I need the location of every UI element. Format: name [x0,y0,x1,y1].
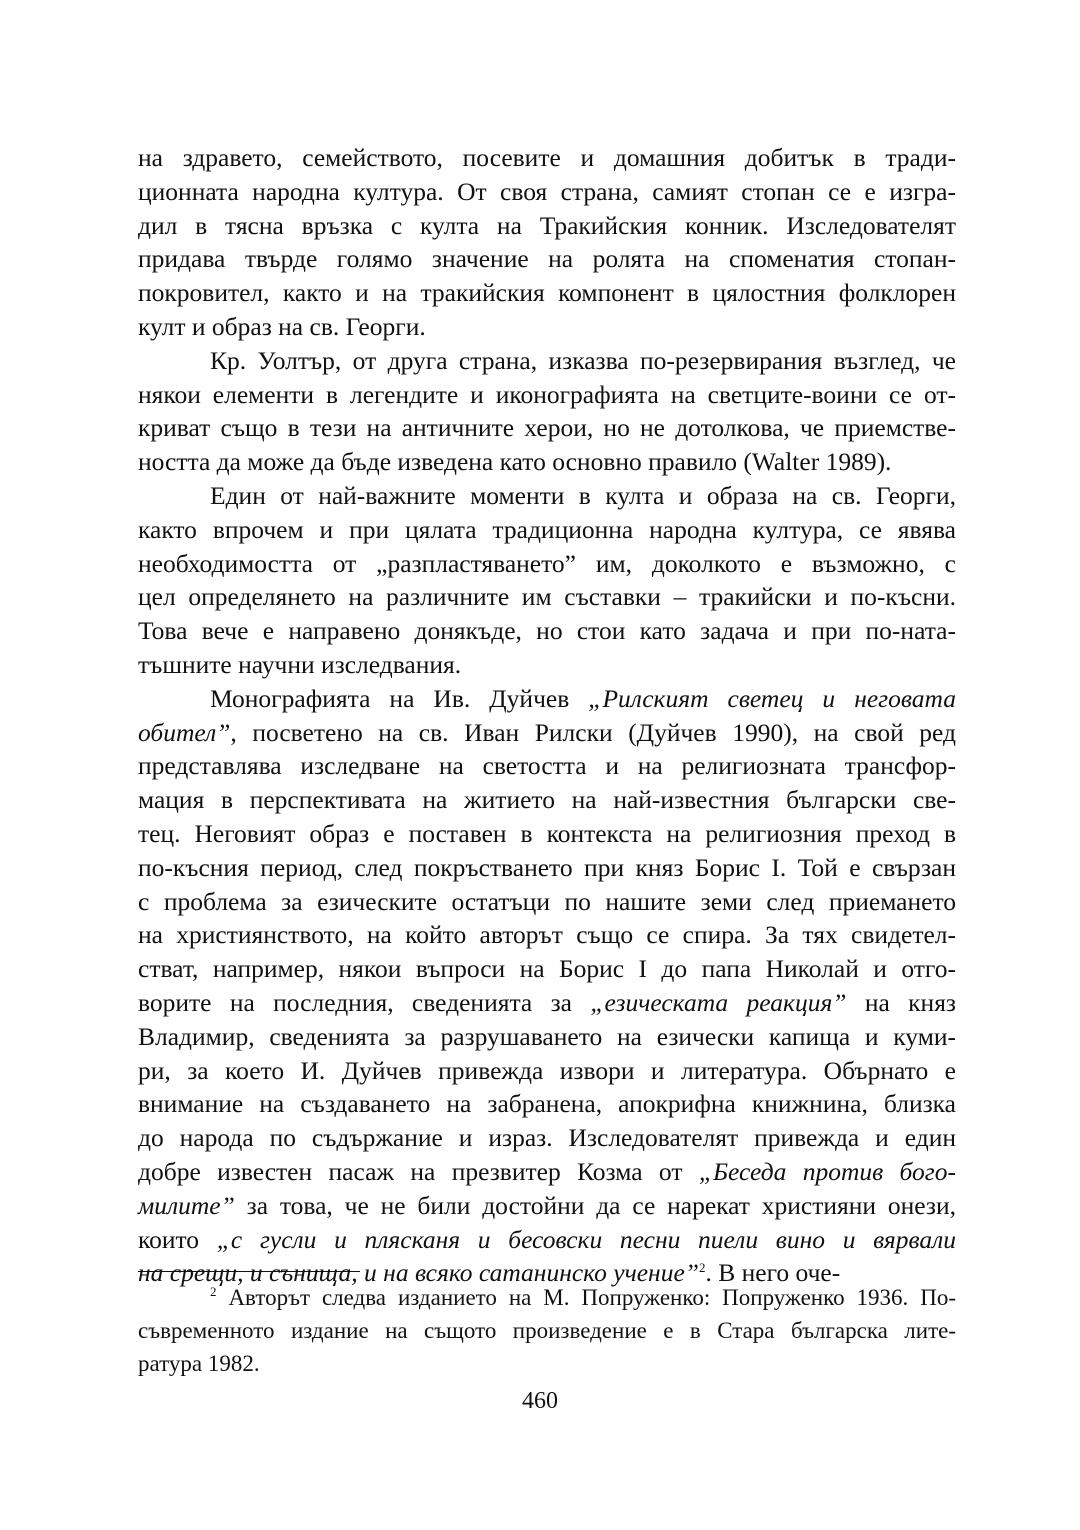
text-line [138,851,956,885]
text-segment: ността да може да бъде изведена като основно правило (Walter 1989). [138,447,892,477]
text-line [138,378,956,412]
italic-text: „езическата реакция” [590,987,847,1017]
text-segment: цел определянето на различните им съставки – тракийски и по-късни. [138,582,956,612]
paragraph [138,682,956,1290]
text-segment: по-късния период, след покръстването при княз Борис I. Той е свързан [138,852,956,882]
text-line [138,580,956,614]
text-line [138,648,956,682]
text-line [138,276,956,310]
text-segment: Това вече е направено донякъде, но стои като задача и при по-ната- [138,616,956,646]
text-line [138,783,956,817]
paragraph [138,344,956,479]
text-line [138,209,956,243]
text-line [138,547,956,581]
text-line [138,749,956,783]
italic-text: обител” [138,717,231,747]
text-segment: ри, за което И. Дуйчев привежда извори и литература. Обърнато е [138,1055,956,1085]
text-segment: Един от най-важните моменти в култа и образа на св. Георги, [210,480,956,510]
text-segment: мация в перспективата на житието на най-известния български све- [138,785,956,815]
text-segment: необходимостта от „разпластяването” им, доколкото е възможно, с [138,548,956,578]
text-segment: които [138,1224,217,1254]
footnote-line [138,1347,956,1380]
text-line [138,411,956,445]
text-line [138,1087,956,1121]
text-segment: Монографията на Ив. Дуйчев [210,683,589,713]
italic-text: на срещи, и сънища, и на всяко сатанинско учение” [138,1258,699,1288]
text-segment: дил в тясна връзка с култа на Тракийския конник. Изследователят [138,210,956,240]
footnote [138,1281,956,1380]
text-segment: тец. Неговият образ е поставен в контекста на религиозния преход в [138,818,956,848]
text-segment: внимание на създаването на забранена, апокрифна книжнина, близка [138,1089,956,1119]
page-number: 460 [522,1388,558,1414]
text-line [138,1054,956,1088]
italic-text: „с гусли и плясканя и бесовски песни пиели вино и вярвали [216,1224,956,1254]
text-line [138,1189,956,1223]
text-line [138,344,956,378]
footnote-text: съвременното издание на същото произведение е в Стара българска лите- [138,1318,956,1343]
footnote-text: ратура 1982. [138,1351,260,1376]
text-line [138,175,956,209]
text-segment: . В него оче- [705,1258,841,1288]
text-segment: добре известен пасаж на презвитер Козма от [138,1156,699,1186]
text-line [138,682,956,716]
text-line [138,986,956,1020]
text-segment: култ и образ на св. Георги. [138,311,426,341]
text-line [138,310,956,344]
text-line [138,918,956,952]
text-segment: придава твърде голямо значение на ролята на споменатия стопан- [138,244,956,274]
text-segment: до народа по съдържание и израз. Изследователят привежда и един [138,1123,956,1153]
text-line [138,716,956,750]
italic-text: „Беседа против бого- [698,1156,956,1186]
text-segment: ционната народна култура. От своя страна, самият стопан се е изгра- [138,176,956,206]
footnote-reference: 2 [698,1260,706,1276]
text-line [138,479,956,513]
text-line [138,445,956,479]
footnote-text: Авторът следва изданието на М. Попруженко: Попруженко 1936. По- [228,1285,956,1310]
paragraph [138,141,956,344]
text-line [138,1020,956,1054]
footnote-marker: 2 [210,1284,217,1299]
text-line [138,614,956,648]
text-segment: на княз [846,987,956,1017]
text-line [138,1223,956,1257]
footnote-line [138,1314,956,1347]
text-segment: представлява изследване на светостта и на религиозната трансфор- [138,751,956,781]
text-segment: както впрочем и при цялата традиционна народна култура, се явява [138,514,956,544]
footnote-divider [138,1271,360,1272]
text-segment: Владимир, сведенията за разрушаването на езически капища и куми- [138,1021,956,1051]
text-segment: криват също в тези на античните херои, но не дотолкова, че приемстве- [138,413,956,443]
text-segment: , посветено на св. Иван Рилски (Дуйчев 1990), на свой ред [230,717,956,747]
footnote-line [138,1281,956,1314]
paragraph [138,479,956,682]
text-line [138,1155,956,1189]
italic-text: „Рилският светец и неговата [588,683,956,713]
text-segment: на здравето, семейството, посевите и домашния добитък в тради- [138,143,956,172]
text-segment: стват, например, някои въпроси на Борис I до папа Николай и отго- [138,954,956,984]
text-segment: на християнството, на който авторът също се спира. За тях свидетел- [138,920,956,950]
text-line [138,885,956,919]
text-line [138,1121,956,1155]
text-segment: с проблема за езическите остатъци по нашите земи след приемането [138,886,956,916]
text-segment: тъшните научни изследвания. [138,649,462,679]
text-segment: ворите на последния, сведенията за [138,987,591,1017]
text-segment: някои елементи в легендите и иконографията на светците-воини се от- [138,379,956,409]
text-segment: за това, че не били достойни да се нарекат християни онези, [234,1190,956,1220]
italic-text: милите” [138,1190,235,1220]
text-segment: Кр. Уолтър, от друга страна, изказва по-резервирания възглед, че [210,345,956,375]
text-line [138,513,956,547]
text-line [138,817,956,851]
body-text [138,141,956,1290]
text-line [138,952,956,986]
text-line [138,141,956,175]
text-line [138,242,956,276]
text-segment: покровител, както и на тракийския компонент в цялостния фолклорен [138,278,956,308]
